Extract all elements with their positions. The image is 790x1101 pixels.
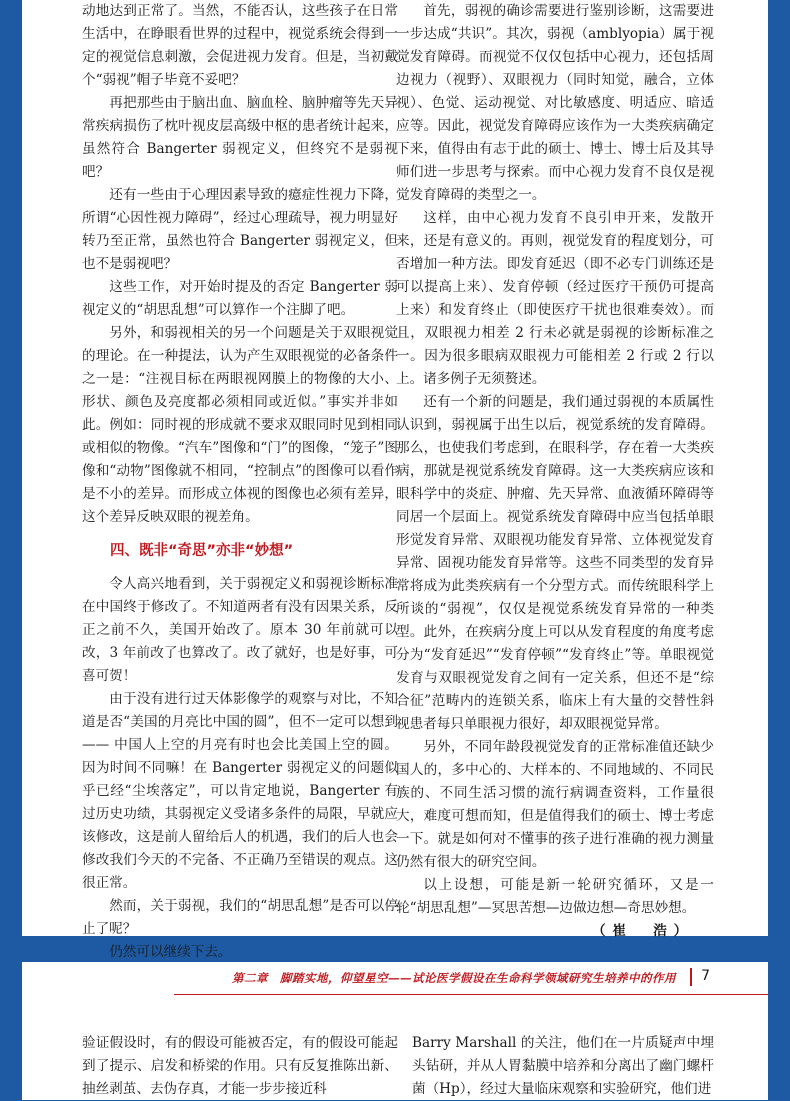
paragraph: 仍然可以继续下去。 xyxy=(109,944,232,960)
page-number: 7 xyxy=(701,968,710,984)
left-column xyxy=(82,0,398,964)
section-heading: 四、既非“奇思”亦非“妙想” xyxy=(110,543,294,559)
paragraph: 这些工作，对开始时提及的否定 Bangerter 弱视定义的“胡思乱想”可以算作一个注脚了吧。 xyxy=(82,279,398,318)
paragraph: 然而，关于弱视，我们的“胡思乱想”是否可以停止了呢？ xyxy=(82,898,398,937)
paragraph: 另外，不同年龄段视觉发育的正常标准值还缺少国人的，多中心的、大样本的、不同地域的、不同民族的、不同生活习惯的流行病调查资料，工作量很大，难度可想而知，但是值得我们的硕士、博士考虑一下。就是如何对不懂事的孩子进行准确的视力测量仍然有很大的研究空间。 xyxy=(396,739,714,870)
paragraph: 动地达到正常了。当然，不能否认，这些孩子在日常生活中，在睁眼看世界的过程中，视觉系统会得到一定的视觉信息刺激，会促进视力发育。但是，当初戴个“弱视”帽子毕竟不妥吧？ xyxy=(82,3,398,88)
bottom-left-column xyxy=(82,1032,398,1101)
page-top xyxy=(22,0,768,960)
header-divider xyxy=(690,968,692,986)
page-bottom xyxy=(22,962,768,1100)
paragraph: 由于没有进行过天体影像学的观察与对比，不知道是否“美国的月亮比中国的圆”，但不一定可以想到—— 中国人上空的月亮有时也会比美国上空的圆。因为时间不同嘛！在 Bangerter 弱视定义的问题似乎已经“尘埃落定”，可以肯定地说，Bangerter 有过历史功绩，其弱视定义受诸多条件的局限，早就应该修改，这是前人留给后人的机遇，我们的后人也会修改我们今天的不完备、不正确乃至错误的观点。这很正常。 xyxy=(82,691,398,891)
paragraph: 还有一个新的问题是，我们通过弱视的本质属性认识到，弱视属于出生以后，视觉系统的发育障碍。那么，也使我们考虑到，在眼科学，存在着一大类疾病，那就是视觉系统发育障碍。这一大类疾病应该和眼科学中的炎症、肿瘤、先天异常、血液循环障碍等同居一个层面上。视觉系统发育障碍中应当包括单眼形觉发育异常、双眼视功能发育异常、立体视觉发育异常、固视功能发育异常等。这些不同类型的发育异常将成为此类疾病有一个分型方式。而传统眼科学上所谈的“弱视”，仅仅是视觉系统发育异常的一种类型。此外，在疾病分度上可以从发育程度的角度考虑分为“发育延迟”“发育停顿”“发育终止”等。单眼视觉发育与双眼视觉发育之间有一定关系，但还不是“综合征”范畴内的连锁关系，临床上有大量的交替性斜视患者每只单眼视力很好，却双眼视觉异常。 xyxy=(396,394,714,732)
paragraph: 这样，由中心视力发育不良引申开来，发散开来，还是有意义的。再则，视觉发育的程度划分，可否增加一种方法。即发育延迟（即不必专门训练还是可以提高上来）、发育停顿（经过医疗干预仍可提高上来）和发育终止（即使医疗干扰也很难奏效）。而且，双眼视力相差 2 行未必就是弱视的诊断标准之一。因为很多眼病双眼视力可能相差 2 行或 2 行以上。诸多例子无须赘述。 xyxy=(396,210,714,387)
author-signature: （崔 浩） xyxy=(592,923,694,939)
header-rule xyxy=(174,994,768,995)
paragraph: 另外，和弱视相关的另一个问题是关于双眼视觉的理论。在一种提法，认为产生双眼视觉的必备条件之一是：“注视目标在两眼视网膜上的物像的大小、形状、颜色及亮度都必须相同或近似。”事实并非如此。例如：同时视的形成就不要求双眼同时见到相同或相似的物像。“汽车”图像和“门”的图像，“笼子”图像和“动物”图像就不相同，“控制点”的图像可以看作是不小的差异。而形成立体视的图像也必须有差异，这个差异反映双眼的视差角。 xyxy=(82,325,398,525)
running-header xyxy=(22,962,768,996)
paragraph: 令人高兴地看到，关于弱视定义和弱视诊断标准在中国终于修改了。不知道两者有没有因果关系，反正之前不久，美国开始改了。原本 30 年前就可以改，3 年前改了也算改了。改了就好，也是好事，可喜可贺！ xyxy=(82,576,398,684)
paragraph: Barry Marshall 的关注，他们在一片质疑声中埋头钻研，并从人胃黏膜中培养和分离出了幽门螺杆菌（Hp），经过大量临床观察和实验研究，他们进 xyxy=(412,1035,714,1097)
paragraph: 再把那些由于脑出血、脑血栓、脑肿瘤等先天异常疾病损伤了枕叶视皮层高级中枢的患者统计起来，虽然符合 Bangerter 弱视定义，但终究不是弱视吧？ xyxy=(82,95,398,180)
header-title: 第二章 脚踏实地，仰望星空——试论医学假设在生命科学领域研究生培养中的作用 xyxy=(232,971,676,985)
paragraph: 还有一些由于心理因素导致的癔症性视力下降，所谓“心因性视力障碍”，经过心理疏导，视力明显好转乃至正常，虽然也符合 Bangerter 弱视定义，但也不是弱视吧？ xyxy=(82,187,398,272)
paragraph: 以上设想，可能是新一轮研究循环，又是一轮“胡思乱想”—冥思苦想—边做边想—奇思妙想。 xyxy=(396,877,714,916)
bottom-right-column xyxy=(412,1032,714,1101)
right-column xyxy=(396,0,714,943)
paragraph: 首先，弱视的确诊需要进行鉴别诊断，这需要进一步达成“共识”。其次，弱视（amblyopia）属于视觉发育障碍。而视觉不仅仅包括中心视力，还包括周边视力（视野）、双眼视力（同时知觉，融合，立体视）、色觉、运动视觉、对比敏感度、明适应、暗适应等。因此，视觉发育障碍应该作为一大类疾病确定下来，值得由有志于此的硕士、博士、博士后及其导师们进一步思考与探索。而中心视力发育不良仅是视觉发育障碍的类型之一。 xyxy=(396,3,714,203)
paragraph: 验证假设时，有的假设可能被否定，有的假设可能起到了提示、启发和桥梁的作用。只有反复推陈出新、抽丝剥茧、去伪存真，才能一步步接近科 xyxy=(82,1035,398,1097)
